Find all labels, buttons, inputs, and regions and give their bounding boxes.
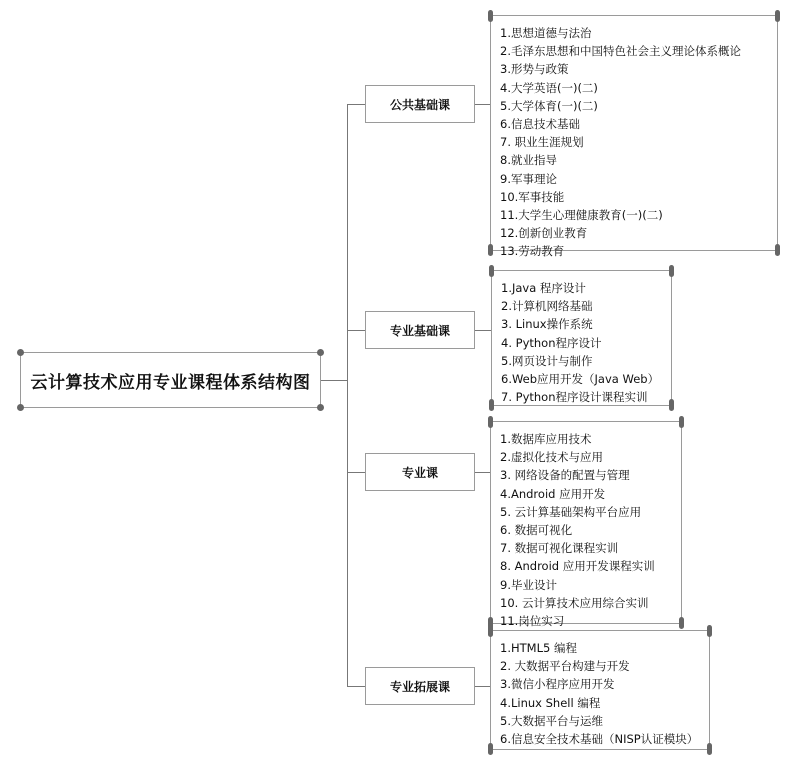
course-item: 2.计算机网络基础 [501,299,593,314]
course-item: 11.大学生心理健康教育(一)(二) [500,208,663,223]
course-item: 1.思想道德与法治 [500,26,592,40]
course-item: 3.微信小程序应用开发 [500,677,615,692]
root-connector [321,380,347,381]
edge-handle [488,10,493,22]
edge-handle [488,743,493,755]
course-item: 4.Android 应用开发 [500,486,606,501]
leaf-connector-4 [475,686,490,687]
branch-line-4 [347,686,365,687]
category-node-major-basic [365,311,475,349]
edge-handle [775,10,780,22]
edge-handle [707,625,712,637]
course-item: 12.创新创业教育 [500,226,588,241]
course-item: 10. 云计算技术应用综合实训 [500,595,649,610]
course-list-public-basic [490,15,778,259]
category-node-public-basic [365,85,475,123]
course-item: 2. 大数据平台构建与开发 [500,659,630,674]
course-item: 3.形势与政策 [500,62,569,77]
course-item: 7. 数据可视化课程实训 [500,541,619,556]
course-item: 5. 云计算基础架构平台应用 [500,504,642,519]
course-item: 5.大数据平台与运维 [500,713,603,728]
course-item: 2.毛泽东思想和中国特色社会主义理论体系概论 [500,44,741,59]
branch-line-3 [347,472,365,473]
course-item: 6.信息安全技术基础（NISP认证模块） [500,732,699,747]
corner-handle [317,349,324,356]
branch-line-2 [347,330,365,331]
branch-line-1 [347,104,365,105]
course-item: 1.数据库应用技术 [500,432,592,446]
course-item: 4.大学英语(一)(二) [500,80,598,95]
corner-handle [317,404,324,411]
course-item: 7. Python程序设计课程实训 [501,390,648,405]
course-item: 5.网页设计与制作 [501,353,593,368]
category-label: 专业课 [401,465,438,480]
edge-handle [679,617,684,629]
edge-handle [488,625,493,637]
course-item: 3. Linux操作系统 [501,317,593,332]
course-item: 7. 职业生涯规划 [500,135,584,150]
trunk-line [347,104,348,686]
category-label: 专业基础课 [389,323,450,338]
course-item: 5.大学体育(一)(二) [500,98,598,113]
leaf-connector-1 [475,104,490,105]
corner-handle [17,404,24,411]
root-title-node [20,352,321,408]
category-node-major [365,453,475,491]
edge-handle [707,743,712,755]
corner-handle [17,349,24,356]
category-node-major-extension [365,667,475,705]
course-list-major [490,421,682,629]
course-list-major-extension [490,630,710,750]
edge-handle [489,399,494,411]
course-list-major-basic [491,270,672,406]
course-item: 8. Android 应用开发课程实训 [500,559,655,574]
course-item: 9.毕业设计 [500,577,557,592]
course-item: 6.Web应用开发（Java Web） [501,372,660,387]
course-item: 9.军事理论 [500,171,557,186]
edge-handle [489,265,494,277]
diagram-title: 云计算技术应用专业课程体系结构图 [30,372,311,393]
course-item: 6. 数据可视化 [500,523,573,538]
leaf-connector-2 [475,330,491,331]
category-label: 专业拓展课 [389,679,450,694]
category-label: 公共基础课 [389,97,450,112]
edge-handle [669,265,674,277]
course-item: 10.军事技能 [500,189,565,204]
course-item: 3. 网络设备的配置与管理 [500,468,630,483]
course-item: 1.HTML5 编程 [500,641,577,655]
edge-handle [775,244,780,256]
course-item: 8.就业指导 [500,153,557,168]
course-item: 13.劳动教育 [500,244,565,259]
edge-handle [488,244,493,256]
course-item: 1.Java 程序设计 [501,281,586,295]
edge-handle [679,416,684,428]
course-item: 11.岗位实习 [500,614,565,629]
course-item: 2.虚拟化技术与应用 [500,450,603,465]
course-item: 4.Linux Shell 编程 [500,695,601,710]
edge-handle [669,399,674,411]
leaf-connector-3 [475,472,490,473]
course-item: 6.信息技术基础 [500,117,580,132]
course-item: 4. Python程序设计 [501,335,602,350]
edge-handle [488,416,493,428]
